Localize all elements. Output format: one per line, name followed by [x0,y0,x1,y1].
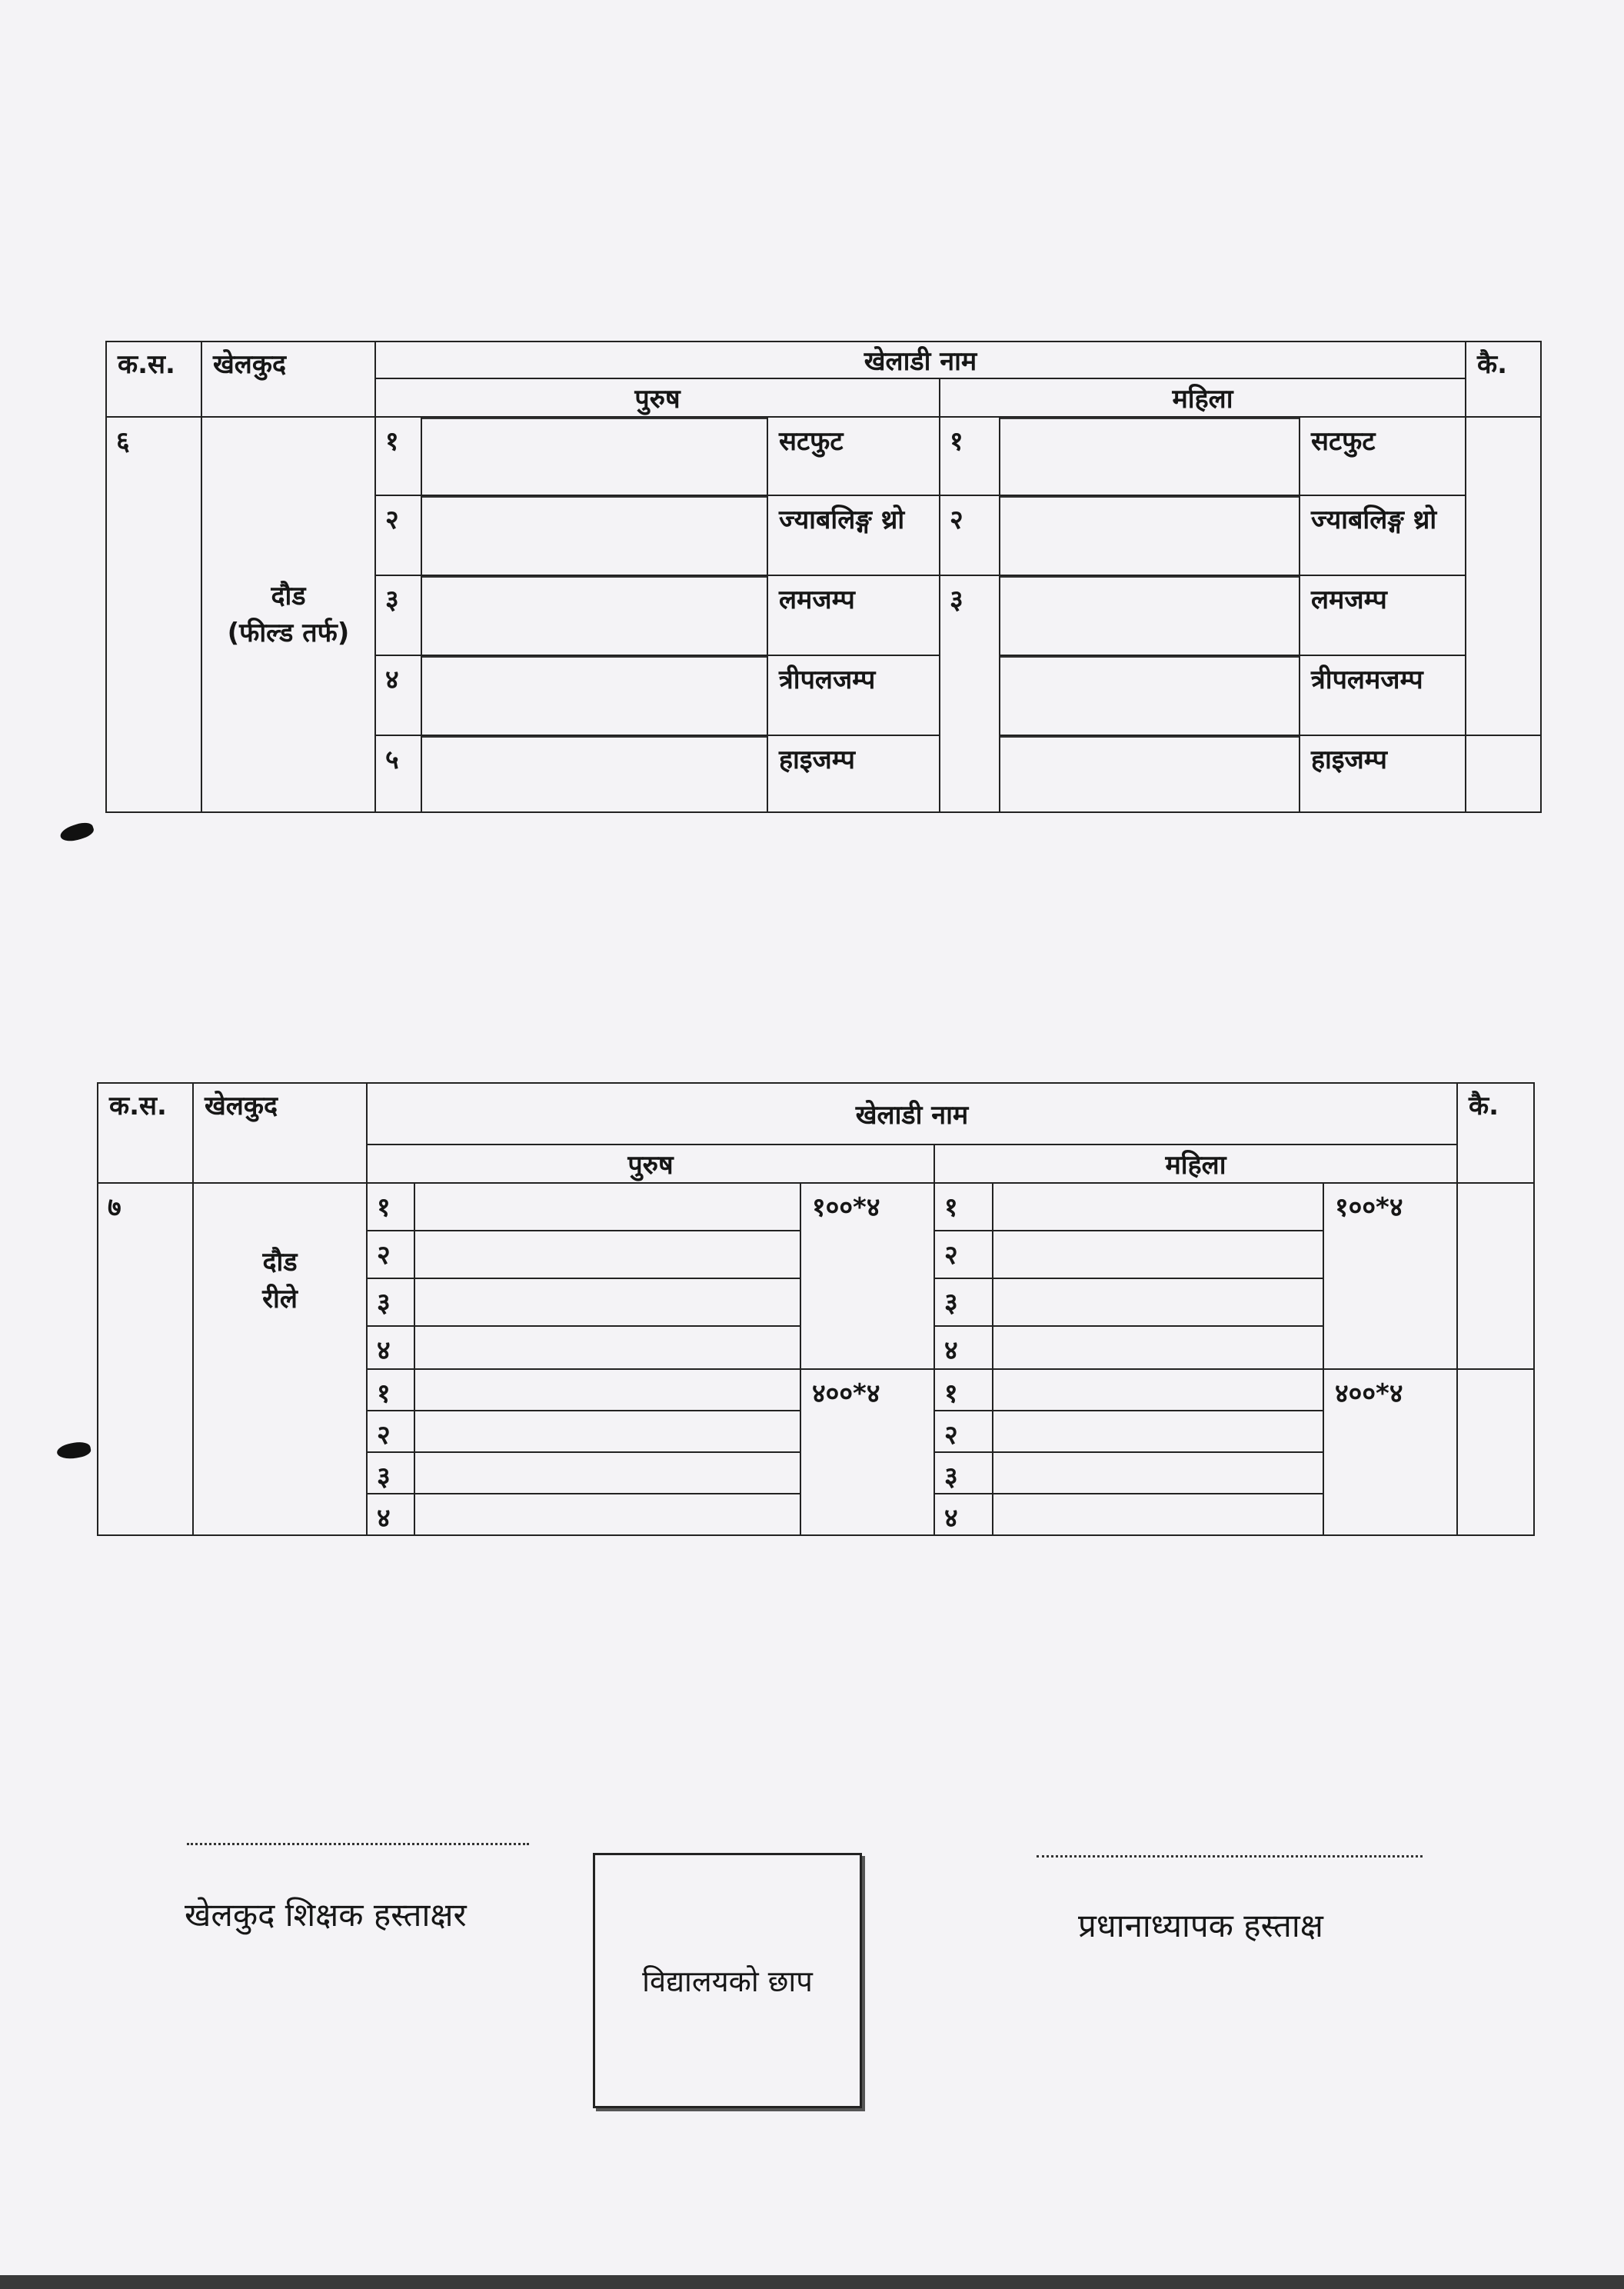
female-name-field[interactable] [1000,735,1300,812]
female-number: ४ [934,1494,993,1535]
male-number: १ [375,417,421,495]
male-event: लमजम्प [767,575,940,655]
field-events-table [105,341,1542,813]
female-relay-event: ४००*४ [1323,1369,1457,1535]
female-number: २ [934,1231,993,1278]
school-stamp-label: विद्यालयको छाप [642,1964,813,1998]
remarks-header: कै. [1466,342,1541,417]
female-header: महिला [934,1144,1457,1183]
male-event: ज्याबलिङ्ग थ्रो [767,495,940,575]
female-name-field[interactable] [993,1278,1323,1326]
serial-number: ६ [106,417,201,812]
relay-table [97,1082,1535,1536]
ink-blot-mark [56,1440,92,1461]
sport-name-line: दौड [262,1247,298,1278]
female-name-field[interactable] [993,1411,1323,1452]
female-name-field[interactable] [1000,495,1300,575]
male-name-field[interactable] [421,735,767,812]
male-event: त्रीपलजम्प [767,655,940,735]
male-event: सटफुट [767,417,940,495]
male-name-field[interactable] [414,1183,800,1231]
female-name-field[interactable] [993,1494,1323,1535]
page-bottom-edge [0,2275,1624,2289]
female-number: १ [940,417,1000,495]
female-event: ज्याबलिङ्ग थ्रो [1300,495,1466,575]
male-number: ३ [367,1452,414,1494]
female-name-field[interactable] [993,1231,1323,1278]
male-name-field[interactable] [414,1231,800,1278]
male-number: २ [367,1231,414,1278]
sport-header: खेलकुद [193,1083,367,1183]
male-name-field[interactable] [421,575,767,655]
male-number: ४ [367,1494,414,1535]
male-relay-event: १००*४ [800,1183,934,1369]
male-number: १ [367,1369,414,1411]
female-name-field[interactable] [1000,575,1300,655]
male-name-field[interactable] [421,417,767,495]
male-number: ३ [375,575,421,655]
male-number: २ [367,1411,414,1452]
female-number: २ [940,495,1000,575]
male-header: पुरुष [375,378,940,417]
female-number: ३ [934,1452,993,1494]
sports-teacher-signature-label: खेलकुद शिक्षक हस्ताक्षर [185,1896,467,1934]
male-event: हाइजम्प [767,735,940,812]
female-number: ४ [934,1326,993,1369]
sport-name-line: दौड [271,581,306,611]
sport-name-line: रीले [262,1284,298,1314]
remarks-cell[interactable] [1457,1369,1534,1535]
headmaster-signature-label: प्रधानाध्यापक हस्ताक्ष [1078,1907,1323,1944]
male-name-field[interactable] [414,1452,800,1494]
female-event: लमजम्प [1300,575,1466,655]
remarks-cell[interactable] [1466,735,1541,812]
school-stamp-box[interactable] [593,1853,862,2108]
female-event: सटफुट [1300,417,1466,495]
female-event: त्रीपलमजम्प [1300,655,1466,735]
sports-teacher-signature-line[interactable] [187,1843,529,1845]
male-relay-event: ४००*४ [800,1369,934,1535]
male-number: ४ [367,1326,414,1369]
male-number: ३ [367,1278,414,1326]
male-number: २ [375,495,421,575]
headmaster-signature-line[interactable] [1037,1855,1423,1858]
female-relay-event: १००*४ [1323,1183,1457,1369]
player-name-header: खेलाडी नाम [367,1083,1457,1144]
sport-header: खेलकुद [201,342,375,417]
sport-name [201,417,375,812]
female-number: १ [934,1183,993,1231]
ink-blot-mark [58,820,95,845]
female-name-field[interactable] [993,1452,1323,1494]
male-number: १ [367,1183,414,1231]
male-header: पुरुष [367,1144,934,1183]
female-name-field[interactable] [993,1369,1323,1411]
female-name-field[interactable] [1000,417,1300,495]
remarks-cell[interactable] [1457,1183,1534,1369]
female-number: ३ [940,575,1000,812]
male-name-field[interactable] [414,1369,800,1411]
female-name-field[interactable] [993,1183,1323,1231]
serial-number: ७ [98,1183,193,1535]
male-name-field[interactable] [414,1326,800,1369]
female-name-field[interactable] [993,1326,1323,1369]
sport-name-line: (फील्ड तर्फ) [227,618,350,648]
male-name-field[interactable] [421,495,767,575]
male-name-field[interactable] [414,1278,800,1326]
sport-name [193,1183,367,1535]
female-header: महिला [940,378,1466,417]
remarks-header: कै. [1457,1083,1534,1183]
female-number: ३ [934,1278,993,1326]
remarks-cell[interactable] [1466,417,1541,735]
male-name-field[interactable] [414,1494,800,1535]
female-number: १ [934,1369,993,1411]
male-name-field[interactable] [414,1411,800,1452]
female-name-field[interactable] [1000,655,1300,735]
male-name-field[interactable] [421,655,767,735]
female-number: २ [934,1411,993,1452]
female-event: हाइजम्प [1300,735,1466,812]
serial-header: क.स. [106,342,201,417]
male-number: ५ [375,735,421,812]
male-number: ४ [375,655,421,735]
player-name-header: खेलाडी नाम [375,342,1466,378]
serial-header: क.स. [98,1083,193,1183]
